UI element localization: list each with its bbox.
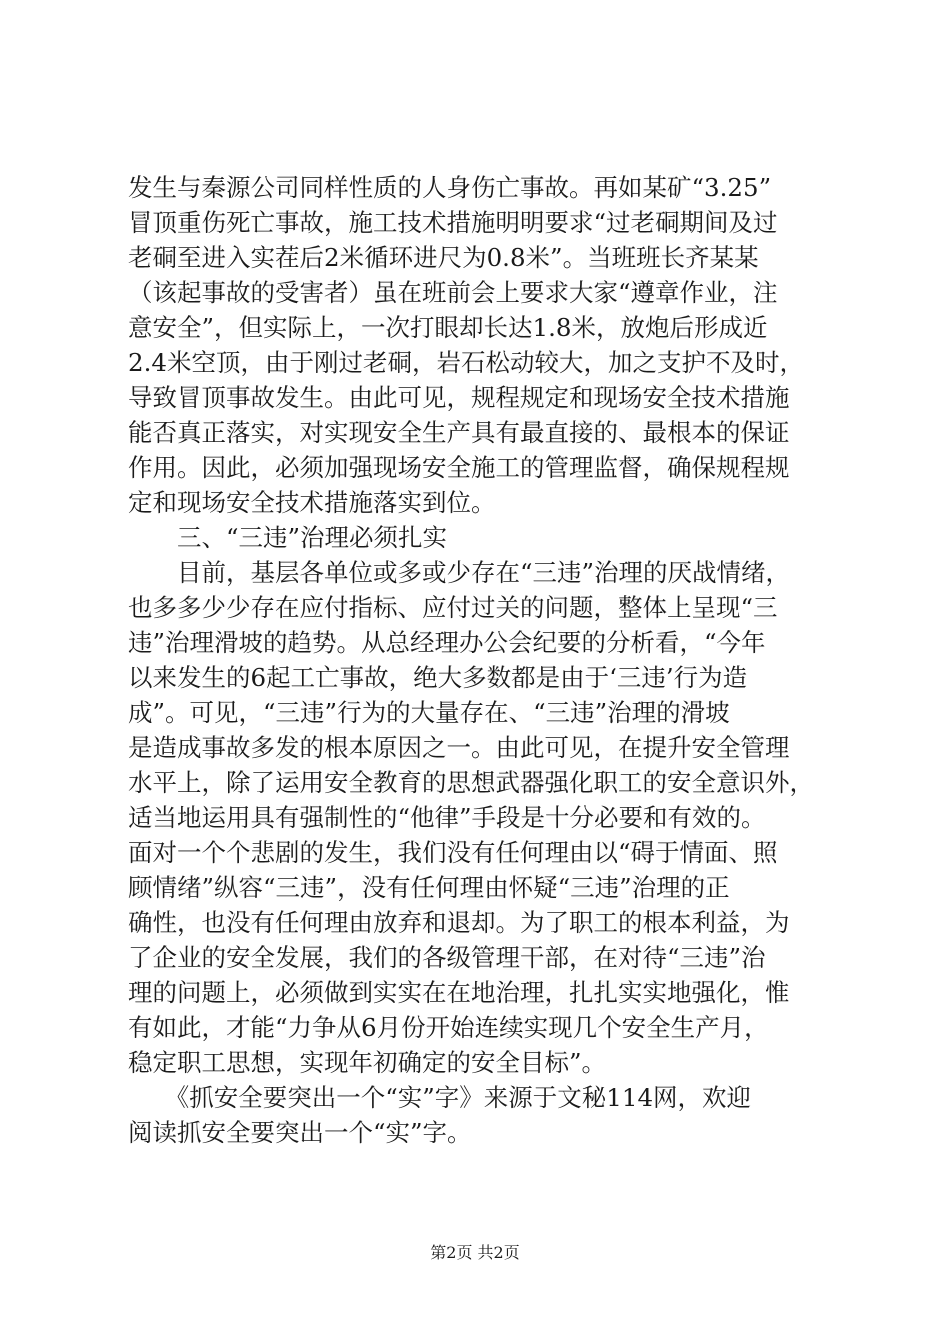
document-body	[128, 170, 838, 1150]
source-note-line: 《抓安全要突出一个“实”字》来源于文秘114网，欢迎	[128, 1083, 752, 1112]
page-number-footer: 第2页 共2页	[430, 1243, 520, 1262]
text-line: 违”治理滑坡的趋势。从总经理办公会纪要的分析看，“今年	[128, 628, 766, 657]
text-line: 以来发生的6起工亡事故，绝大多数都是由于‘三违’行为造	[128, 663, 748, 692]
source-note-line: 阅读抓安全要突出一个“实”字。	[128, 1118, 472, 1147]
text-line: 水平上，除了运用安全教育的思想武器强化职工的安全意识外，	[128, 768, 814, 797]
text-line: 导致冒顶事故发生。由此可见，规程规定和现场安全技术措施	[128, 383, 790, 412]
text-line: 确性，也没有任何理由放弃和退却。为了职工的根本利益，为	[128, 908, 790, 937]
text-line: 是造成事故多发的根本原因之一。由此可见，在提升安全管理	[128, 733, 790, 762]
text-line: （该起事故的受害者）虽在班前会上要求大家“遵章作业，注	[128, 278, 778, 307]
text-line: 成”。可见，“三违”行为的大量存在、“三违”治理的滑坡	[128, 698, 730, 727]
text-line: 意安全”，但实际上，一次打眼却长达1.8米，放炮后形成近	[128, 313, 768, 342]
text-line: 稳定职工思想，实现年初确定的安全目标”。	[128, 1048, 607, 1077]
text-line: 有如此，才能“力争从6月份开始连续实现几个安全生产月，	[128, 1013, 769, 1042]
text-line: 理的问题上，必须做到实实在在地治理，扎扎实实地强化，惟	[128, 978, 790, 1007]
text-line: 作用。因此，必须加强现场安全施工的管理监督，确保规程规	[128, 453, 790, 482]
text-line: 顾情绪”纵容“三违”，没有任何理由怀疑“三违”治理的正	[128, 873, 730, 902]
text-line: 定和现场安全技术措施落实到位。	[128, 488, 496, 517]
text-line: 也多多少少存在应付指标、应付过关的问题，整体上呈现“三	[128, 593, 778, 622]
text-line: 能否真正落实，对实现安全生产具有最直接的、最根本的保证	[128, 418, 790, 447]
text-line: 2.4米空顶，由于刚过老硐，岩石松动较大，加之支护不及时，	[128, 348, 804, 377]
text-line: 发生与秦源公司同样性质的人身伤亡事故。再如某矿“3.25”	[128, 173, 772, 202]
text-line: 冒顶重伤死亡事故，施工技术措施明明要求“过老硐期间及过	[128, 208, 778, 237]
text-line: 面对一个个悲剧的发生，我们没有任何理由以“碍于情面、照	[128, 838, 778, 867]
text-line: 老硐至进入实茬后2米循环进尺为0.8米”。当班班长齐某某	[128, 243, 759, 272]
text-line: 目前，基层各单位或多或少存在“三违”治理的厌战情绪，	[128, 558, 791, 587]
text-line: 适当地运用具有强制性的“他律”手段是十分必要和有效的。	[128, 803, 766, 832]
text-line: 了企业的安全发展，我们的各级管理干部，在对待“三违”治	[128, 943, 766, 972]
section-heading: 三、“三违”治理必须扎实	[128, 523, 448, 552]
